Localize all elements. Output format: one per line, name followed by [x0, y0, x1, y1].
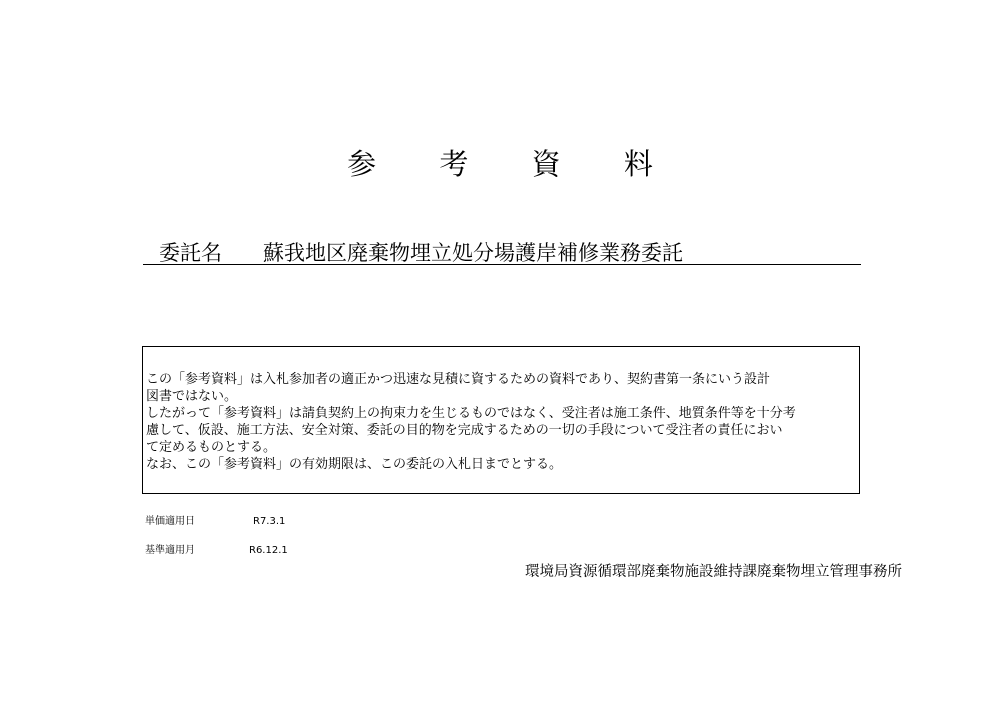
notice-line: なお、この「参考資料」の有効期限は、この委託の入札日までとする。	[146, 457, 563, 472]
standard-date-row	[145, 541, 288, 556]
contract-name-row	[143, 237, 861, 265]
contract-label: 委託名	[159, 241, 222, 265]
notice-box	[142, 346, 860, 494]
unit-price-date-label: 単価適用日	[145, 516, 195, 527]
notice-line: 図書ではない。	[146, 389, 238, 404]
page-title: 参 考 資 料	[347, 147, 680, 181]
standard-date-value: R6.12.1	[249, 545, 288, 556]
unit-price-date-row	[145, 512, 285, 527]
office-name: 環境局資源循環部廃棄物施設維持課廃棄物埋立管理事務所	[525, 564, 902, 580]
contract-name: 蘇我地区廃棄物埋立処分場護岸補修業務委託	[263, 241, 683, 265]
notice-line: 慮して、仮設、施工方法、安全対策、委託の目的物を完成するための一切の手段について受注者の責任におい	[146, 423, 783, 438]
notice-line: この「参考資料」は入札参加者の適正かつ迅速な見積に資するための資料であり、契約書第一条にいう設計	[146, 372, 771, 387]
unit-price-date-value: R7.3.1	[253, 516, 286, 527]
notice-line: したがって「参考資料」は請負契約上の拘束力を生じるものではなく、受注者は施工条件、地質条件等を十分考	[146, 406, 796, 421]
standard-date-label: 基準適用月	[145, 545, 195, 556]
notice-line: て定めるものとする。	[146, 440, 277, 455]
